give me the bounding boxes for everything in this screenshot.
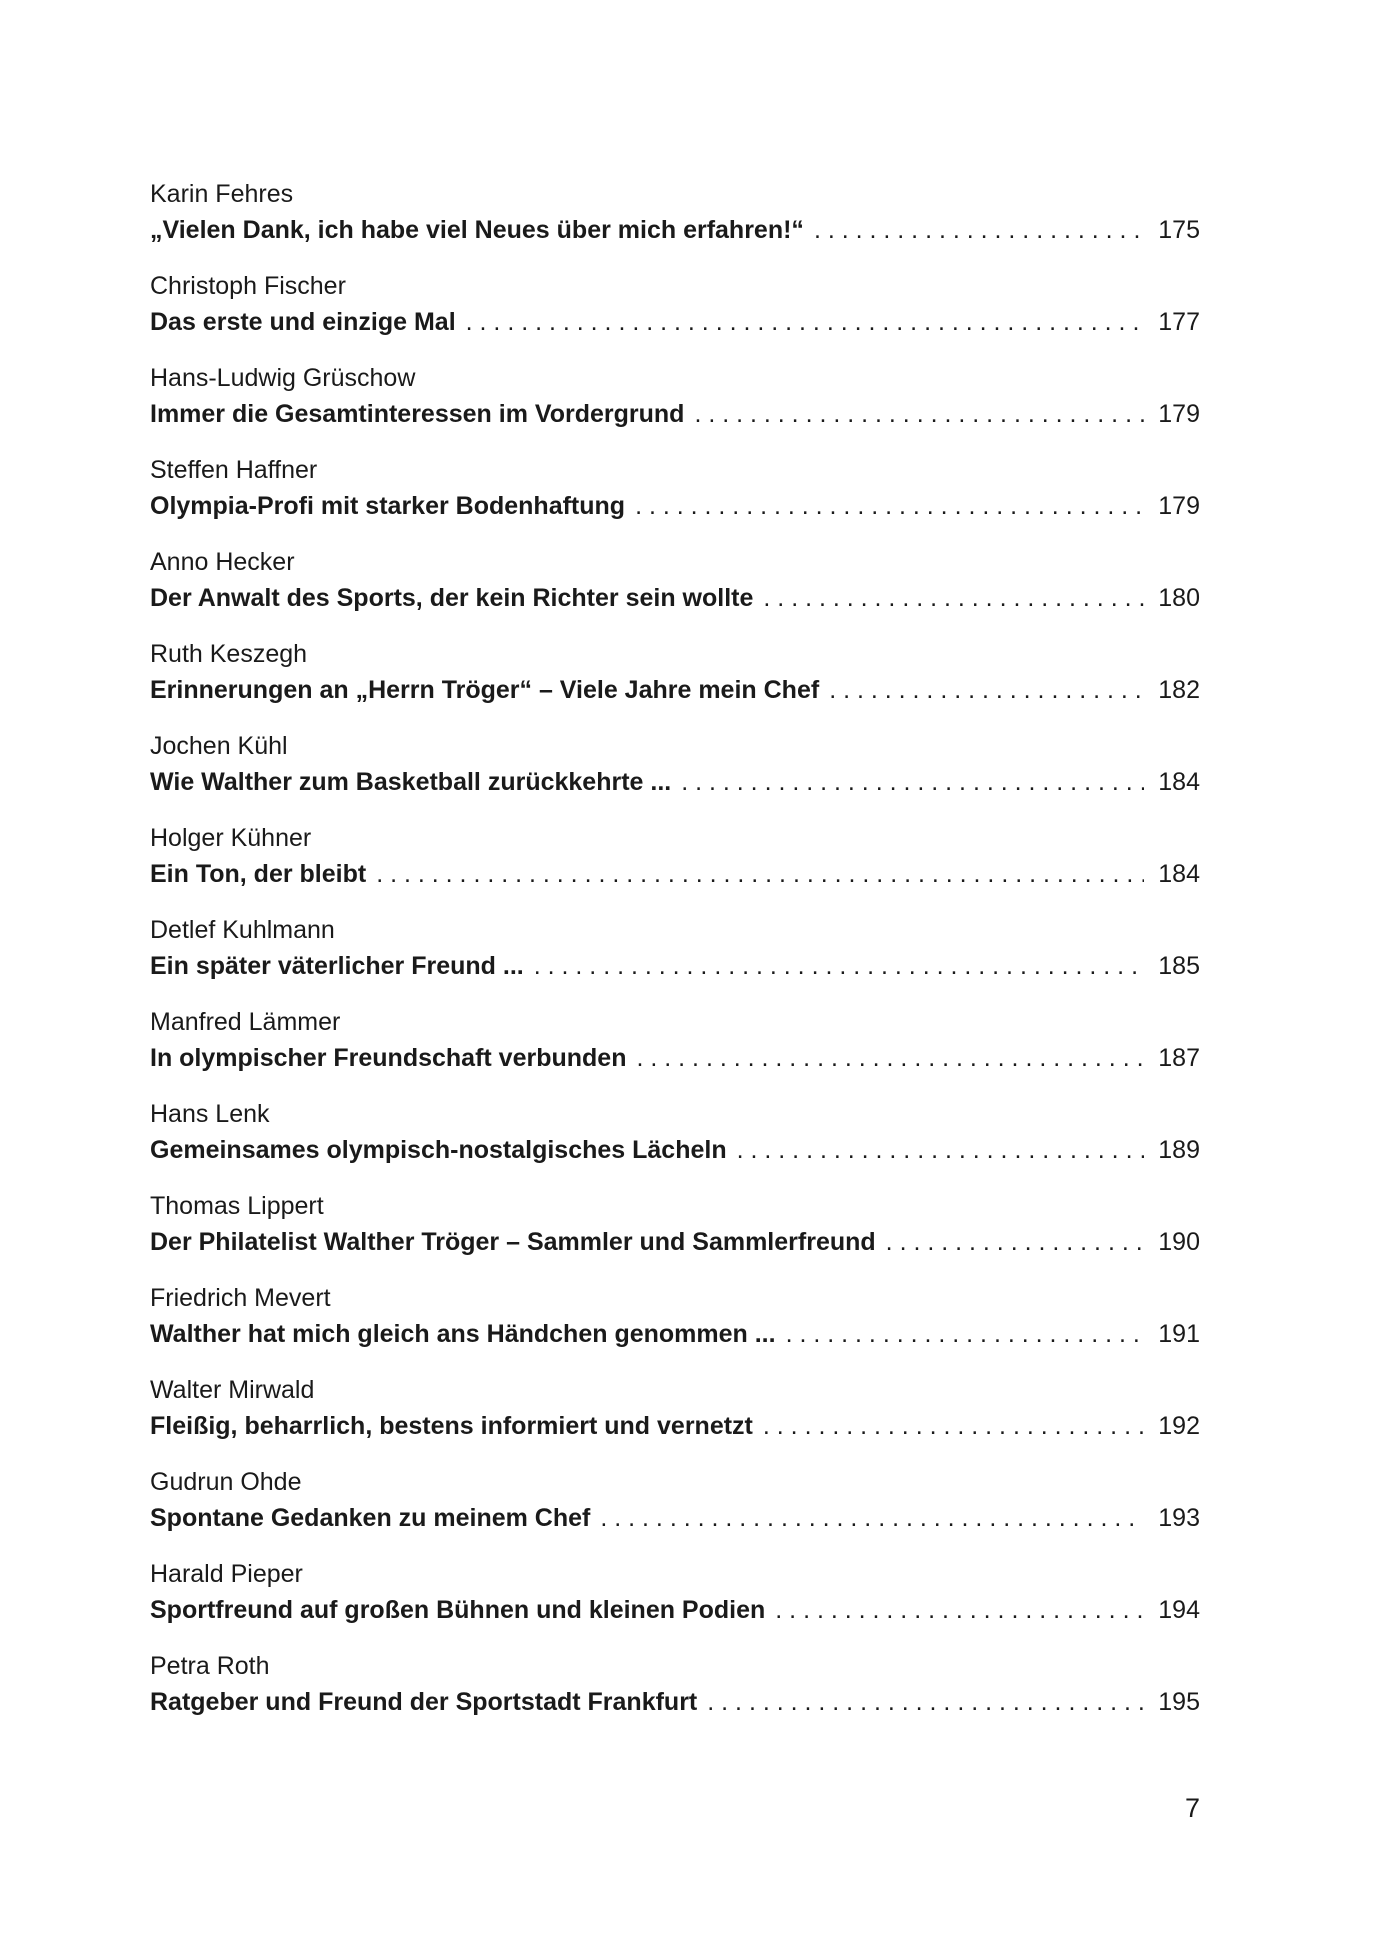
toc-entry	[150, 1188, 1200, 1280]
dot-leader	[636, 1040, 1144, 1076]
entry-page-number: 175	[1158, 216, 1200, 244]
toc-entry	[150, 1556, 1200, 1648]
toc-entry	[150, 820, 1200, 912]
entry-page-number: 184	[1158, 860, 1200, 888]
entry-page-number: 177	[1158, 308, 1200, 336]
toc-entry	[150, 1280, 1200, 1372]
entry-author: Thomas Lippert	[150, 1192, 324, 1220]
entry-row	[150, 488, 1200, 524]
entry-page-number: 190	[1158, 1228, 1200, 1256]
dot-leader	[829, 672, 1144, 708]
entry-row	[150, 1408, 1200, 1444]
entry-title: Ratgeber und Freund der Sportstadt Frankfurt	[150, 1688, 698, 1716]
entry-page-number: 179	[1158, 492, 1200, 520]
entry-title: Immer die Gesamtinteressen im Vordergrund	[150, 400, 685, 428]
entry-page-number: 185	[1158, 952, 1200, 980]
entry-title: Ein später väterlicher Freund ...	[150, 952, 524, 980]
entry-row	[150, 1684, 1200, 1720]
toc-entry	[150, 1004, 1200, 1096]
entry-page-number: 193	[1158, 1504, 1200, 1532]
entry-title: Das erste und einzige Mal	[150, 308, 456, 336]
toc-entry	[150, 176, 1200, 268]
entry-title: Fleißig, beharrlich, bestens informiert und vernetzt	[150, 1412, 753, 1440]
entry-row	[150, 764, 1200, 800]
entry-row	[150, 856, 1200, 892]
toc-entry	[150, 728, 1200, 820]
entry-row	[150, 396, 1200, 432]
dot-leader	[694, 396, 1144, 432]
entry-page-number: 180	[1158, 584, 1200, 612]
entry-page-number: 194	[1158, 1596, 1200, 1624]
entry-author: Karin Fehres	[150, 180, 294, 208]
entry-row	[150, 1316, 1200, 1352]
entry-title: Ein Ton, der bleibt	[150, 860, 367, 888]
toc-entry	[150, 1464, 1200, 1556]
entry-title: Der Philatelist Walther Tröger – Sammler und Sammlerfreund	[150, 1228, 876, 1256]
entry-title: Wie Walther zum Basketball zurückkehrte ...	[150, 768, 672, 796]
entry-author: Christoph Fischer	[150, 272, 346, 300]
entry-author: Hans Lenk	[150, 1100, 270, 1128]
entry-row	[150, 212, 1200, 248]
entry-row	[150, 948, 1200, 984]
dot-leader	[681, 764, 1144, 800]
entry-row	[150, 580, 1200, 616]
dot-leader	[786, 1316, 1144, 1352]
entry-title: Sportfreund auf großen Bühnen und kleinen Podien	[150, 1596, 766, 1624]
entry-page-number: 179	[1158, 400, 1200, 428]
toc-entry	[150, 636, 1200, 728]
entry-author: Steffen Haffner	[150, 456, 318, 484]
toc-entry	[150, 1096, 1200, 1188]
entry-page-number: 184	[1158, 768, 1200, 796]
entry-row	[150, 1224, 1200, 1260]
toc-entry	[150, 544, 1200, 636]
dot-leader	[466, 304, 1144, 340]
toc-entry	[150, 1372, 1200, 1464]
entry-page-number: 191	[1158, 1320, 1200, 1348]
entry-author: Detlef Kuhlmann	[150, 916, 335, 944]
entry-row	[150, 1500, 1200, 1536]
entry-author: Friedrich Mevert	[150, 1284, 331, 1312]
entry-author: Manfred Lämmer	[150, 1008, 341, 1036]
entry-title: In olympischer Freundschaft verbunden	[150, 1044, 627, 1072]
entry-title: Walther hat mich gleich ans Händchen genommen ...	[150, 1320, 776, 1348]
entry-author: Petra Roth	[150, 1652, 270, 1680]
entry-author: Gudrun Ohde	[150, 1468, 302, 1496]
toc-entry	[150, 1648, 1200, 1740]
entry-page-number: 187	[1158, 1044, 1200, 1072]
entry-title: Erinnerungen an „Herrn Tröger“ – Viele Jahre mein Chef	[150, 676, 820, 704]
entry-row	[150, 1040, 1200, 1076]
dot-leader	[376, 856, 1144, 892]
entry-title: Der Anwalt des Sports, der kein Richter sein wollte	[150, 584, 754, 612]
dot-leader	[886, 1224, 1144, 1260]
entry-row	[150, 1592, 1200, 1628]
entry-page-number: 192	[1158, 1412, 1200, 1440]
entry-title: „Vielen Dank, ich habe viel Neues über mich erfahren!“	[150, 216, 804, 244]
toc-entry	[150, 912, 1200, 1004]
dot-leader	[775, 1592, 1144, 1628]
toc-entry	[150, 360, 1200, 452]
entry-author: Anno Hecker	[150, 548, 295, 576]
entry-author: Walter Mirwald	[150, 1376, 315, 1404]
dot-leader	[763, 1408, 1144, 1444]
toc-entry	[150, 452, 1200, 544]
page-number: 7	[1184, 1793, 1200, 1823]
dot-leader	[534, 948, 1144, 984]
entry-author: Hans-Ludwig Grüschow	[150, 364, 416, 392]
table-of-contents	[150, 176, 1200, 1740]
dot-leader	[600, 1500, 1144, 1536]
entry-title: Olympia-Profi mit starker Bodenhaftung	[150, 492, 626, 520]
entry-page-number: 195	[1158, 1688, 1200, 1716]
dot-leader	[737, 1132, 1144, 1168]
entry-author: Harald Pieper	[150, 1560, 303, 1588]
entry-row	[150, 1132, 1200, 1168]
entry-page-number: 182	[1158, 676, 1200, 704]
entry-title: Spontane Gedanken zu meinem Chef	[150, 1504, 591, 1532]
entry-page-number: 189	[1158, 1136, 1200, 1164]
dot-leader	[763, 580, 1144, 616]
dot-leader	[707, 1684, 1144, 1720]
entry-author: Jochen Kühl	[150, 732, 288, 760]
dot-leader	[814, 212, 1144, 248]
entry-title: Gemeinsames olympisch-nostalgisches Lächeln	[150, 1136, 727, 1164]
toc-entry	[150, 268, 1200, 360]
entry-row	[150, 304, 1200, 340]
entry-author: Holger Kühner	[150, 824, 312, 852]
entry-row	[150, 672, 1200, 708]
entry-author: Ruth Keszegh	[150, 640, 308, 668]
dot-leader	[635, 488, 1144, 524]
